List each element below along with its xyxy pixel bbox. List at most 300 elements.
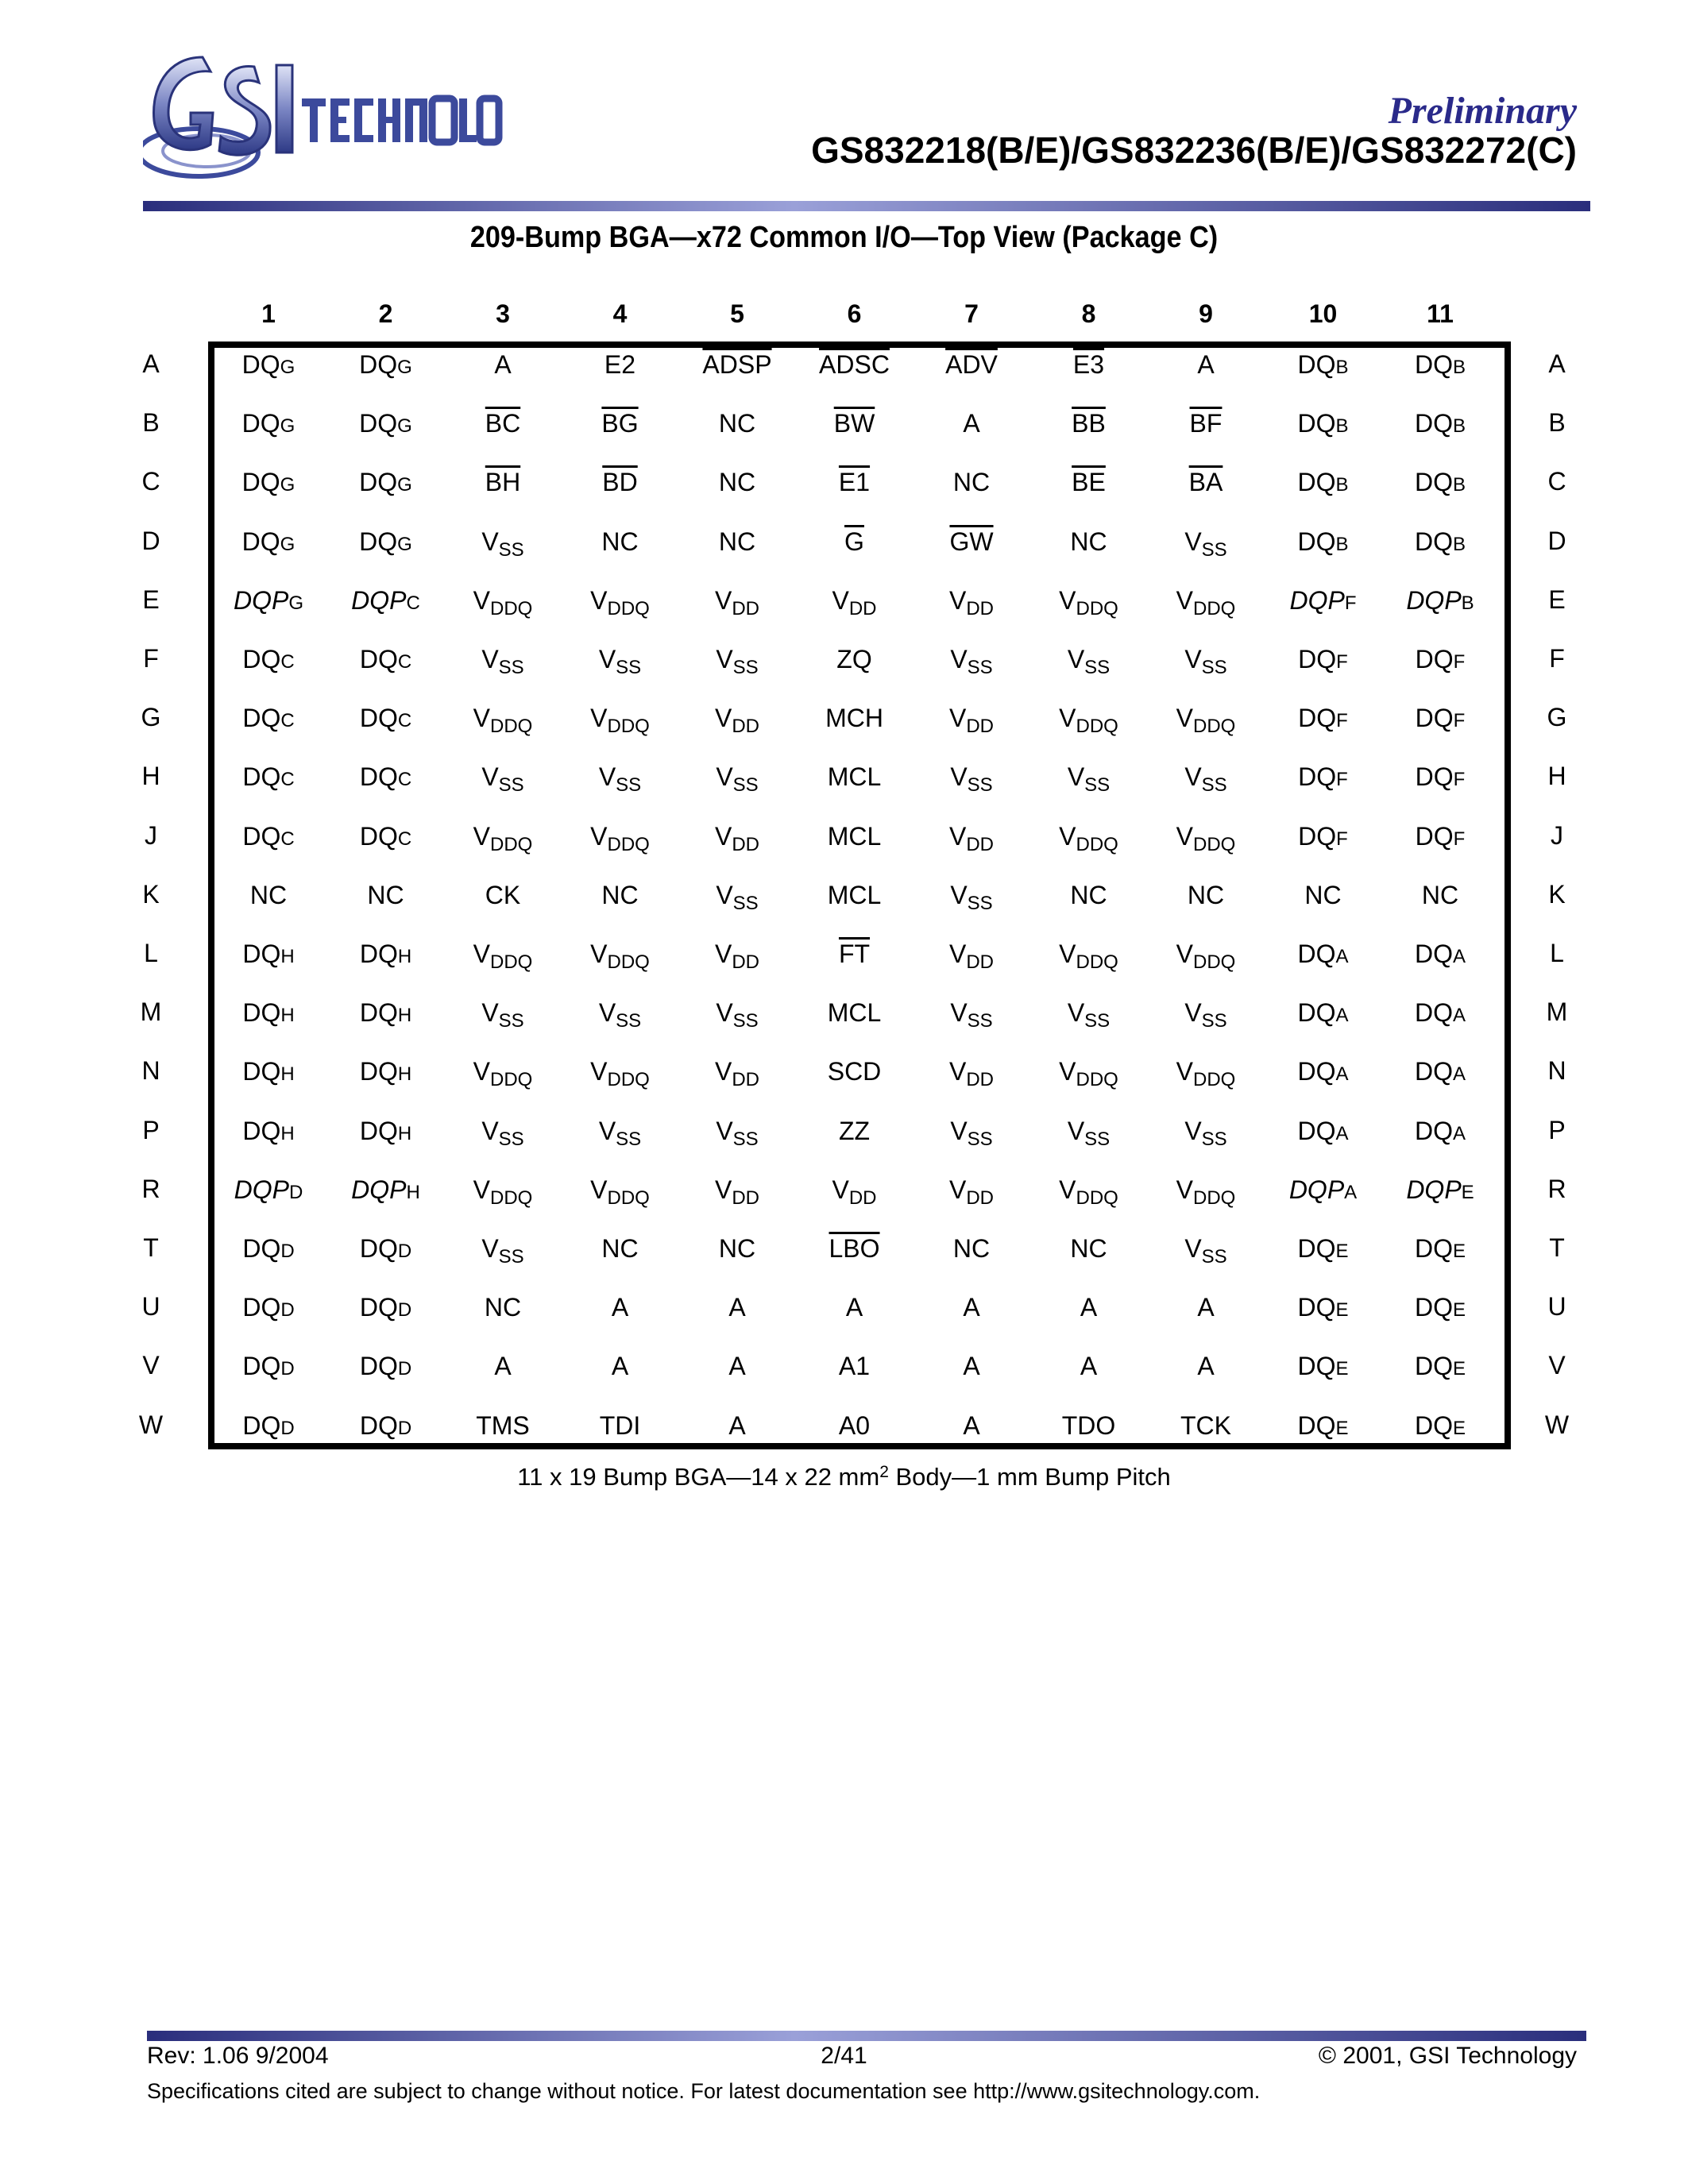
supply-symbol: V (950, 998, 968, 1028)
byte-lane: G (397, 357, 412, 378)
bump-G11 (1381, 703, 1499, 736)
signal-name: DQ (1297, 940, 1336, 968)
bump-H2 (327, 762, 445, 795)
supply-subscript: SS (967, 657, 993, 678)
bump-A1 (210, 349, 327, 383)
byte-lane: H (280, 1122, 295, 1144)
bump-M4 (562, 997, 679, 1036)
bump-V1 (210, 1351, 327, 1384)
supply-subscript: DDQ (1076, 833, 1118, 855)
signal-name: DQ (242, 1057, 281, 1086)
bump-K4: NC (601, 880, 639, 909)
byte-lane: D (280, 1299, 295, 1322)
bump-W10 (1265, 1410, 1382, 1444)
bump-K6: MCL (827, 880, 882, 909)
supply-subscript: SS (732, 657, 759, 678)
bump-U7: A (963, 1293, 980, 1322)
bump-T6 (796, 1233, 914, 1264)
supply-subscript: SS (732, 1010, 759, 1032)
byte-lane: E (1461, 1181, 1474, 1203)
bump-G8 (1030, 703, 1148, 742)
byte-lane: A (1452, 1122, 1466, 1144)
column-header-7: 7 (964, 299, 979, 328)
supply-symbol: V (716, 762, 733, 792)
supply-symbol: V (473, 821, 490, 851)
bump-V9: A (1197, 1352, 1215, 1381)
row-label-right-J: J (1551, 820, 1563, 850)
bump-V6: A1 (838, 1352, 871, 1381)
bump-M6: MCL (827, 998, 882, 1028)
supply-symbol: V (1067, 762, 1085, 792)
bump-B8 (1030, 408, 1148, 438)
bump-H11 (1381, 762, 1499, 795)
supply-symbol: V (473, 704, 490, 733)
signal-name: DQ (242, 821, 281, 851)
bump-R5 (678, 1175, 796, 1214)
signal-name: DQ (1414, 1410, 1453, 1440)
bump-K1: NC (249, 880, 288, 909)
supply-subscript: DDQ (607, 716, 650, 738)
bump-E3 (444, 585, 562, 624)
supply-symbol: V (1059, 704, 1076, 733)
bump-E6 (796, 585, 914, 624)
active-low-signal: E3 (1072, 350, 1105, 379)
supply-subscript: DDQ (1076, 1187, 1118, 1209)
bump-G2 (327, 703, 445, 736)
signal-name: DQ (1297, 1116, 1336, 1145)
bump-K9: NC (1187, 880, 1225, 909)
logo-letter-s (219, 67, 270, 156)
supply-symbol: V (716, 1116, 733, 1145)
supply-subscript: DD (966, 716, 994, 738)
bump-N6: SCD (827, 1057, 882, 1086)
supply-subscript: SS (967, 1010, 993, 1032)
bump-T5: NC (718, 1234, 756, 1263)
bump-J9 (1147, 821, 1265, 860)
byte-lane: B (1452, 357, 1466, 378)
bump-F5 (678, 644, 796, 683)
bump-J2 (327, 821, 445, 855)
byte-lane: E (1452, 1358, 1466, 1380)
column-header-2: 2 (378, 299, 393, 328)
bump-C1 (210, 467, 327, 500)
bump-D3 (444, 527, 562, 565)
header-rule (143, 201, 1590, 211)
bump-M8 (1030, 997, 1148, 1036)
supply-symbol: V (1184, 1234, 1202, 1263)
bump-N7 (913, 1056, 1030, 1095)
bump-R10 (1265, 1175, 1382, 1208)
byte-lane: A (1335, 1005, 1349, 1027)
caption-superscript: 2 (879, 1463, 889, 1481)
column-header-10: 10 (1308, 299, 1338, 328)
bump-J11 (1381, 821, 1499, 855)
byte-lane: F (1344, 592, 1357, 614)
bump-M1 (210, 997, 327, 1031)
row-label-right-K: K (1548, 879, 1566, 909)
supply-symbol: V (1184, 645, 1202, 673)
bump-W4: TDI (599, 1410, 641, 1440)
signal-name: DQ (359, 645, 398, 673)
byte-lane: H (280, 1063, 295, 1086)
active-low-signal: E1 (838, 468, 871, 497)
signal-name: DQ (359, 1293, 398, 1322)
row-label-left-L: L (144, 939, 158, 967)
supply-symbol: V (1176, 704, 1193, 733)
row-label-left-W: W (138, 1410, 164, 1439)
byte-lane: F (1453, 710, 1466, 732)
bump-G10 (1265, 703, 1382, 736)
byte-lane: A (1335, 946, 1349, 967)
byte-lane: B (1335, 474, 1349, 496)
bump-D11 (1381, 527, 1499, 560)
supply-subscript: SS (1201, 774, 1227, 797)
supply-symbol: V (590, 585, 608, 615)
supply-subscript: SS (1084, 1128, 1111, 1150)
signal-name: DQ (1298, 645, 1337, 673)
active-low-signal: $\overline{GW}$ (949, 527, 994, 556)
active-low-signal: $\overline{BE}$ (1072, 468, 1106, 497)
bump-C7: NC (952, 468, 991, 497)
supply-subscript: SS (1084, 1010, 1111, 1032)
signal-name: DQ (359, 527, 398, 556)
supply-subscript: DDQ (1193, 833, 1236, 855)
active-low-signal: ADSC (819, 350, 890, 379)
bump-J8 (1030, 821, 1148, 860)
signal-name: DQ (242, 998, 281, 1028)
supply-symbol: V (590, 1175, 608, 1204)
byte-lane: C (397, 828, 412, 850)
byte-lane: G (280, 415, 295, 438)
supply-symbol: V (481, 527, 499, 556)
supply-symbol: V (832, 585, 849, 615)
supply-symbol: V (1059, 821, 1076, 851)
supply-symbol: V (598, 645, 616, 673)
supply-symbol: V (481, 998, 499, 1028)
bump-F10 (1265, 644, 1382, 677)
active-low-signal: $\overline{G}$ (844, 527, 864, 556)
signal-name: DQP (1289, 585, 1345, 615)
byte-lane: C (280, 769, 295, 791)
bump-D10 (1265, 527, 1382, 560)
row-label-right-F: F (1549, 644, 1565, 673)
bump-R4 (562, 1175, 679, 1214)
bump-P5 (678, 1116, 796, 1155)
bump-E2 (327, 585, 445, 619)
bump-P4 (562, 1116, 679, 1155)
bump-A4: E2 (604, 350, 636, 379)
active-low-signal: $\overline{BF}$ (1189, 409, 1223, 438)
signal-name: DQ (1414, 998, 1453, 1028)
signal-name: DQ (1297, 1234, 1336, 1263)
bump-H7 (913, 762, 1030, 801)
bump-E9 (1147, 585, 1265, 624)
bump-C6 (796, 467, 914, 497)
bump-V8: A (1080, 1352, 1098, 1381)
bump-M5 (678, 997, 796, 1036)
bump-N5 (678, 1056, 796, 1095)
supply-symbol: V (590, 940, 608, 968)
bump-B6 (796, 408, 914, 438)
signal-name: DQ (1297, 1352, 1336, 1381)
column-header-9: 9 (1199, 299, 1213, 328)
bump-D2 (327, 527, 445, 560)
row-label-right-U: U (1547, 1292, 1566, 1322)
bump-J6: MCL (827, 821, 882, 851)
bump-W8: TDO (1061, 1410, 1116, 1440)
figure-title: 209-Bump BGA—x72 Common I/O—Top View (Package C) (469, 221, 1219, 254)
bump-E1 (210, 585, 327, 619)
bump-A11 (1381, 349, 1499, 383)
signal-name: DQ (359, 468, 398, 497)
supply-subscript: DD (732, 1069, 759, 1091)
bump-N1 (210, 1056, 327, 1090)
bump-N3 (444, 1056, 562, 1095)
signal-name: DQ (1297, 1410, 1336, 1440)
bump-E10 (1265, 585, 1382, 619)
supply-symbol: V (1059, 1175, 1076, 1204)
bump-L7 (913, 939, 1030, 978)
signal-name: DQ (241, 350, 280, 379)
supply-subscript: SS (616, 774, 642, 797)
supply-subscript: DDQ (490, 716, 533, 738)
bump-E7 (913, 585, 1030, 624)
supply-subscript: DD (848, 597, 877, 619)
supply-subscript: DDQ (490, 1187, 533, 1209)
supply-symbol: V (481, 1234, 499, 1263)
signal-name: DQ (1414, 1116, 1453, 1145)
supply-symbol: V (1176, 1057, 1193, 1086)
row-label-right-G: G (1547, 703, 1567, 732)
byte-lane: F (1336, 651, 1348, 673)
bump-M9 (1147, 997, 1265, 1036)
supply-subscript: SS (732, 774, 759, 797)
active-low-signal: $\overline{BA}$ (1188, 468, 1223, 497)
signal-name: DQ (242, 1352, 281, 1381)
bump-K5 (678, 880, 796, 919)
bump-V10 (1265, 1351, 1382, 1384)
byte-lane: H (397, 946, 412, 967)
supply-symbol: V (1176, 1175, 1193, 1204)
byte-lane: E (1452, 1299, 1466, 1322)
byte-lane: C (397, 769, 412, 791)
bump-V5: A (728, 1352, 746, 1381)
supply-symbol: V (473, 585, 490, 615)
signal-name: DQ (359, 762, 398, 792)
bump-P8 (1030, 1116, 1148, 1155)
bump-K7 (913, 880, 1030, 919)
signal-name: DQ (1415, 821, 1454, 851)
row-label-left-K: K (142, 879, 160, 909)
bump-L9 (1147, 939, 1265, 978)
supply-symbol: V (1176, 821, 1193, 851)
active-low-signal: ADSP (702, 350, 772, 379)
byte-lane: D (397, 1241, 412, 1262)
bump-V7: A (963, 1352, 980, 1381)
supply-symbol: V (716, 998, 733, 1028)
supply-subscript: SS (616, 657, 642, 678)
row-label-left-A: A (142, 349, 160, 378)
column-header-1: 1 (261, 299, 276, 328)
signal-name: DQ (1297, 468, 1336, 497)
signal-name: DQ (1298, 704, 1337, 733)
supply-symbol: V (950, 880, 968, 909)
bump-C2 (327, 467, 445, 500)
signal-name: DQ (359, 1116, 398, 1145)
bump-U11 (1381, 1292, 1499, 1325)
signal-name: DQ (359, 1057, 398, 1086)
bump-V4: A (611, 1352, 629, 1381)
bump-A9: A (1197, 350, 1215, 379)
supply-symbol: V (950, 645, 968, 673)
signal-name: DQ (241, 527, 280, 556)
bump-A6 (796, 349, 914, 380)
column-header-3: 3 (496, 299, 510, 328)
row-label-right-P: P (1548, 1115, 1566, 1144)
supply-symbol: V (1184, 998, 1202, 1028)
byte-lane: G (397, 415, 412, 438)
bump-W7: A (963, 1410, 980, 1440)
supply-symbol: V (473, 1175, 490, 1204)
supply-subscript: SS (1201, 1128, 1227, 1150)
bump-L8 (1030, 939, 1148, 978)
bump-P6: ZZ (838, 1116, 871, 1145)
byte-lane: C (406, 592, 420, 614)
supply-symbol: V (948, 1057, 967, 1086)
supply-symbol: V (1067, 998, 1085, 1028)
signal-name: DQ (1414, 1352, 1453, 1381)
bump-H1 (210, 762, 327, 795)
supply-subscript: SS (1201, 1246, 1227, 1268)
supply-subscript: SS (732, 1128, 759, 1150)
bump-P10 (1265, 1116, 1382, 1149)
signal-name: DQ (1414, 409, 1453, 438)
signal-name: DQ (242, 1410, 281, 1440)
bump-B2 (327, 408, 445, 442)
footer-revision: Rev: 1.06 9/2004 (147, 2043, 329, 2069)
bump-L2 (327, 939, 445, 972)
part-numbers: GS832218(B/E)/GS832236(B/E)/GS832272(C) (811, 129, 1577, 171)
supply-symbol: V (716, 645, 733, 673)
supply-subscript: DD (966, 833, 994, 855)
signal-name: DQ (1298, 762, 1337, 792)
supply-subscript: DDQ (1076, 951, 1118, 973)
bump-C4 (562, 467, 679, 497)
supply-subscript: SS (1084, 657, 1111, 678)
row-label-right-E: E (1548, 585, 1566, 614)
bump-N9 (1147, 1056, 1265, 1095)
bump-G5 (678, 703, 796, 742)
row-label-right-R: R (1547, 1174, 1566, 1203)
signal-name: DQ (359, 1410, 398, 1440)
supply-subscript: DD (848, 1187, 877, 1209)
row-label-left-D: D (141, 526, 160, 555)
bump-E4 (562, 585, 679, 624)
signal-name: DQP (233, 585, 289, 615)
supply-symbol: V (1067, 645, 1085, 673)
supply-symbol: V (714, 1057, 732, 1086)
supply-symbol: V (590, 1057, 608, 1086)
bump-H8 (1030, 762, 1148, 801)
bump-R2 (327, 1175, 445, 1208)
bump-T1 (210, 1233, 327, 1267)
byte-lane: B (1452, 474, 1466, 496)
bump-H5 (678, 762, 796, 801)
bump-M7 (913, 997, 1030, 1036)
byte-lane: H (280, 946, 295, 967)
supply-symbol: V (1176, 585, 1193, 615)
bump-T7: NC (952, 1234, 991, 1263)
row-label-right-B: B (1548, 408, 1566, 438)
bump-K8: NC (1070, 880, 1107, 909)
supply-subscript: DDQ (1193, 1069, 1236, 1091)
supply-symbol: V (832, 1175, 849, 1204)
active-low-signal: $\overline{BD}$ (602, 468, 638, 497)
byte-lane: B (1461, 592, 1474, 614)
supply-symbol: V (481, 1116, 499, 1145)
bump-H10 (1265, 762, 1382, 795)
signal-name: DQ (1414, 350, 1453, 379)
supply-subscript: DDQ (490, 833, 533, 855)
bump-B9 (1147, 408, 1265, 438)
bump-F3 (444, 644, 562, 683)
signal-name: DQ (1415, 645, 1454, 673)
active-low-signal: $\overline{ADV}$ (945, 350, 998, 379)
bump-W9: TCK (1180, 1410, 1231, 1440)
signal-name: DQP (1406, 585, 1462, 615)
bump-L5 (678, 939, 796, 978)
signal-name: DQ (1297, 1057, 1336, 1086)
signal-name: DQ (1298, 821, 1337, 851)
signal-name: DQ (242, 645, 281, 673)
supply-subscript: DD (732, 597, 759, 619)
supply-symbol: V (1059, 1057, 1076, 1086)
footer-page-number: 2/41 (821, 2043, 867, 2069)
bump-B7: A (963, 409, 980, 438)
bump-D5: NC (718, 527, 756, 556)
bump-G9 (1147, 703, 1265, 742)
bump-P11 (1381, 1116, 1499, 1149)
logo-technology-word (302, 98, 499, 142)
bump-A2 (327, 349, 445, 383)
bump-M11 (1381, 997, 1499, 1031)
byte-lane: A (1452, 1005, 1466, 1027)
supply-symbol: V (948, 704, 967, 733)
bump-B3 (444, 408, 562, 438)
supply-subscript: SS (616, 1128, 642, 1150)
row-label-left-G: G (141, 703, 161, 732)
bump-D6 (796, 527, 914, 557)
bump-U6: A (845, 1293, 863, 1322)
bump-D4: NC (601, 527, 639, 556)
supply-subscript: DDQ (607, 597, 650, 619)
bump-N2 (327, 1056, 445, 1090)
bump-M3 (444, 997, 562, 1036)
byte-lane: F (1453, 828, 1466, 850)
supply-subscript: SS (1084, 774, 1111, 797)
bump-V11 (1381, 1351, 1499, 1384)
bump-C5: NC (718, 468, 756, 497)
bump-B11 (1381, 408, 1499, 442)
caption-suffix: Body—1 mm Bump Pitch (888, 1463, 1171, 1491)
signal-name: DQ (1414, 527, 1453, 556)
supply-subscript: SS (498, 1246, 524, 1268)
bump-L1 (210, 939, 327, 972)
bump-P2 (327, 1116, 445, 1149)
bump-T10 (1265, 1233, 1382, 1267)
supply-subscript: SS (967, 774, 993, 797)
byte-lane: E (1335, 1358, 1349, 1380)
